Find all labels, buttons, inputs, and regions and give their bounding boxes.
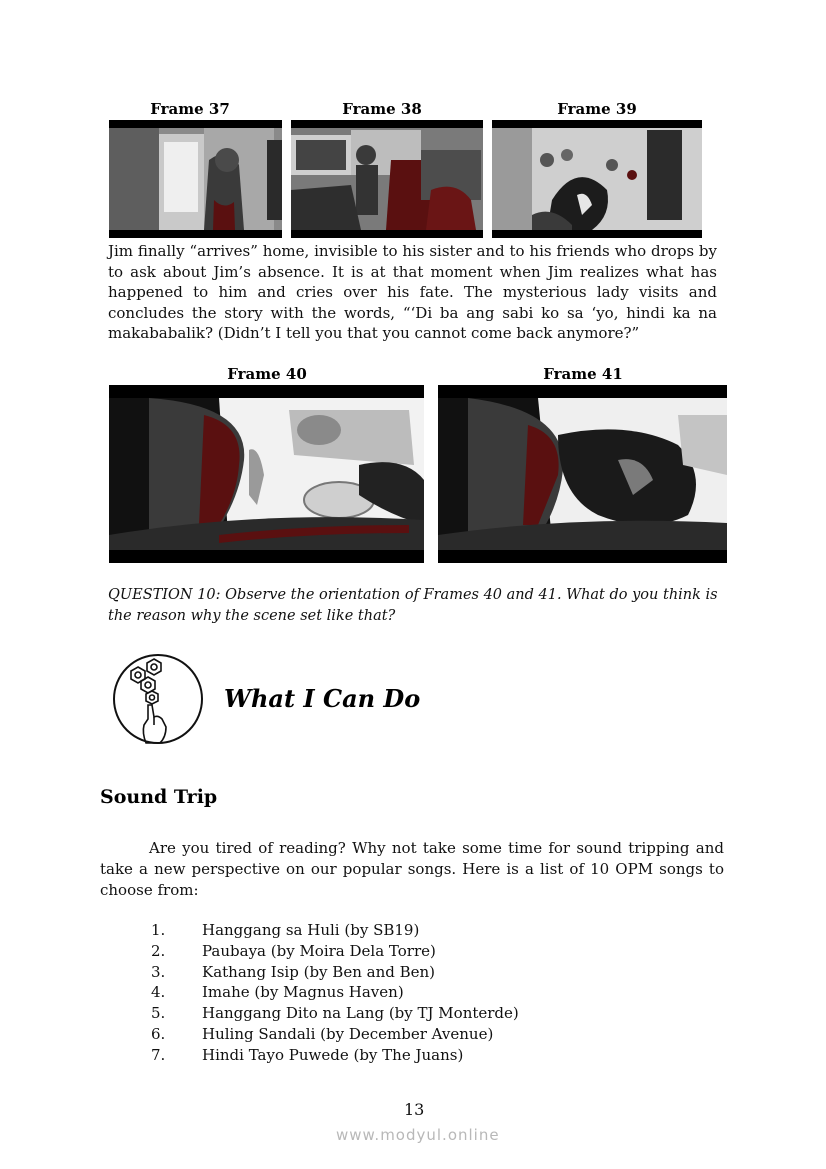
list-item xyxy=(151,1045,651,1066)
what-i-can-do-heading: What I Can Do xyxy=(224,684,421,713)
song-title: Paubaya (by Moira Dela Torre) xyxy=(202,941,436,960)
list-item xyxy=(151,941,651,962)
sound-trip-title: Sound Trip xyxy=(100,786,218,808)
song-title: Imahe (by Magnus Haven) xyxy=(202,983,404,1002)
story-paragraph: Jim finally “arrives” home, invisible to his sister and to his friends who drops by to ask about Jim’s absence. It is at that moment when Jim realizes what has happened to him and cries over his fate. The mysterious lady visits and concludes the story with the words, “‘Di ba ang sabi ko sa ‘yo, hindi ka na makababalik? (Didn’t I tell you that you cannot come back anymore?” xyxy=(108,242,717,342)
frame-38-label: Frame 38 xyxy=(342,100,422,118)
frame-37-label: Frame 37 xyxy=(150,100,230,118)
watermark: www.modyul.online xyxy=(336,1126,500,1144)
frame-41-label: Frame 41 xyxy=(543,365,623,383)
frame-39-label: Frame 39 xyxy=(557,100,637,118)
question-10: QUESTION 10: Observe the orientation of Frames 40 and 41. What do you think is the reason why the scene set like that? xyxy=(108,587,718,624)
list-item xyxy=(151,1024,651,1045)
song-title: Huling Sandali (by December Avenue) xyxy=(202,1024,494,1043)
frame-40-label: Frame 40 xyxy=(227,365,307,383)
frame-39-image xyxy=(492,120,702,238)
song-title: Kathang Isip (by Ben and Ben) xyxy=(202,962,436,981)
song-number: 3. xyxy=(151,962,166,981)
song-number: 2. xyxy=(151,941,166,960)
song-title: Hanggang Dito na Lang (by TJ Monterde) xyxy=(202,1004,519,1023)
song-title: Hanggang sa Huli (by SB19) xyxy=(202,921,420,939)
frame-37-image xyxy=(109,120,282,238)
frame-40-image xyxy=(109,385,424,563)
song-number: 6. xyxy=(151,1024,166,1043)
frame-41-image xyxy=(438,385,727,563)
song-number: 7. xyxy=(151,1045,166,1064)
sound-trip-intro: Are you tired of reading? Why not take some time for sound tripping and take a new perspective on our popular songs. Here is a list of 10 OPM songs to choose from: xyxy=(100,839,724,899)
list-item xyxy=(151,982,651,1003)
what-i-can-do-icon xyxy=(112,653,204,745)
list-item xyxy=(151,920,651,941)
list-item xyxy=(151,962,651,983)
song-title: Hindi Tayo Puwede (by The Juans) xyxy=(202,1045,464,1064)
page-number: 13 xyxy=(404,1100,425,1119)
song-number: 1. xyxy=(151,921,166,939)
list-item xyxy=(151,1003,651,1024)
song-number: 5. xyxy=(151,1004,166,1023)
song-number: 4. xyxy=(151,983,166,1002)
frame-38-image xyxy=(291,120,483,238)
song-list xyxy=(151,920,651,1066)
